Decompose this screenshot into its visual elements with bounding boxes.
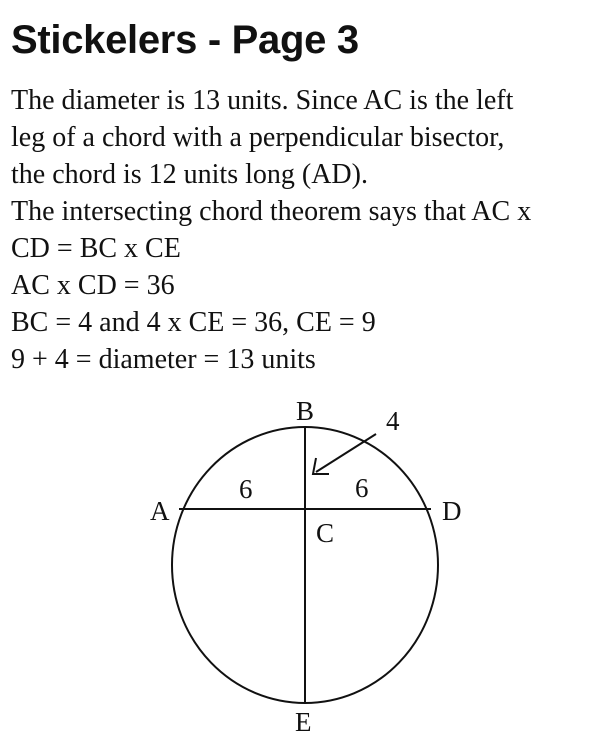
segment-label-bc: 4: [386, 406, 400, 436]
explanation-line-6: AC x CD = 36: [11, 270, 175, 301]
explanation-line-8: 9 + 4 = diameter = 13 units: [11, 344, 316, 375]
explanation-line-5: CD = BC x CE: [11, 233, 181, 264]
point-label-b: B: [296, 396, 315, 426]
point-label-a: A: [150, 496, 170, 526]
point-label-d: D: [442, 496, 462, 526]
segment-label-ac: 6: [239, 474, 253, 504]
explanation-line-1: The diameter is 13 units. Since AC is the left: [11, 85, 514, 116]
point-label-e: E: [295, 707, 312, 737]
explanation-line-7: BC = 4 and 4 x CE = 36, CE = 9: [11, 307, 376, 338]
point-label-c: C: [316, 518, 335, 548]
page-title: Stickelers - Page 3: [11, 18, 359, 62]
explanation-line-3: the chord is 12 units long (AD).: [11, 159, 368, 190]
explanation-line-2: leg of a chord with a perpendicular bisector,: [11, 122, 505, 153]
segment-label-cd: 6: [355, 473, 369, 503]
arrow-to-bc: [313, 434, 376, 474]
explanation-line-4: The intersecting chord theorem says that AC x: [11, 196, 532, 227]
